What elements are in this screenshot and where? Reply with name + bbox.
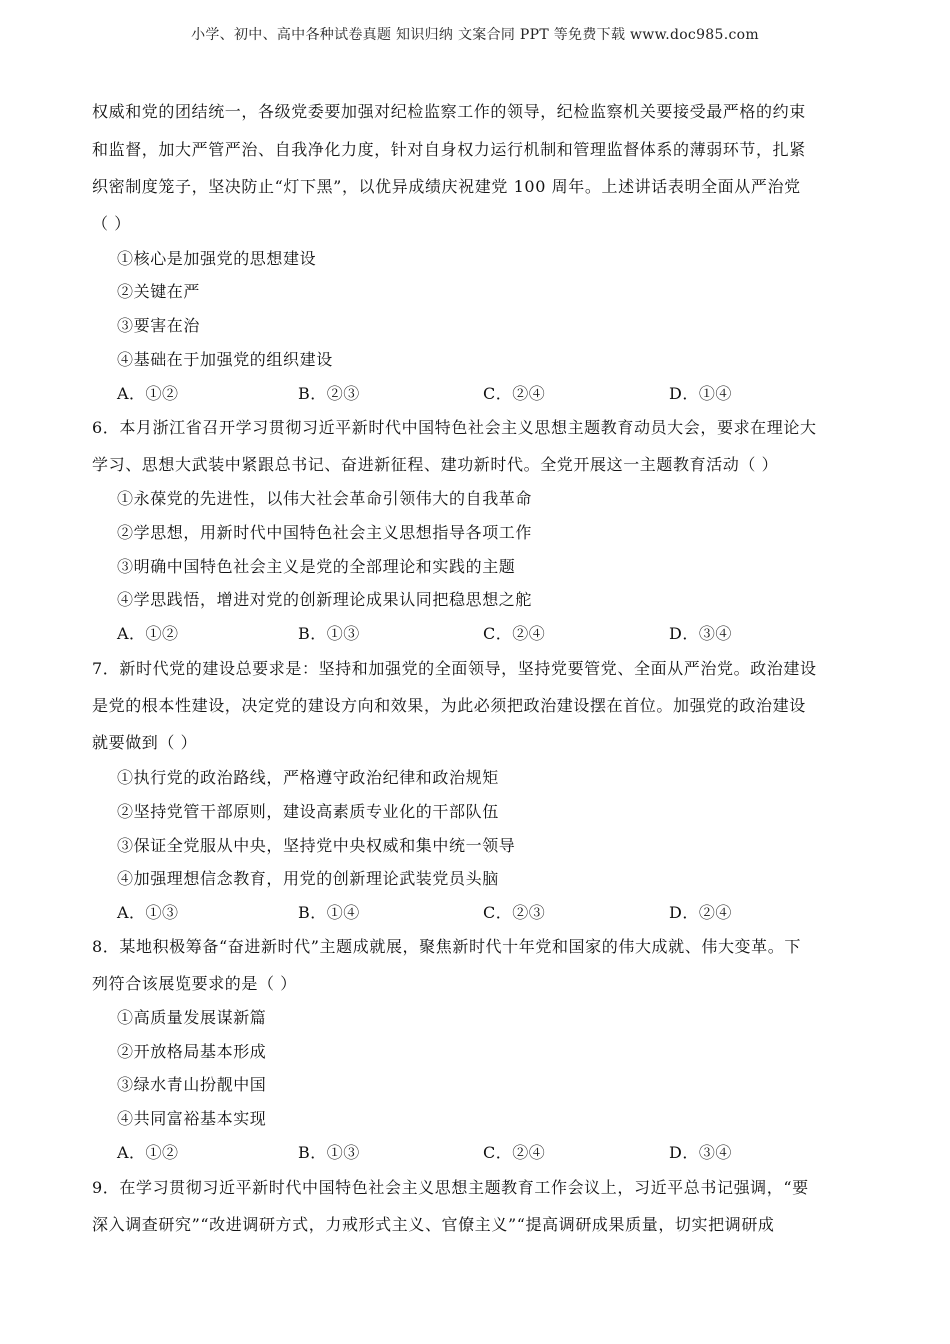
question-8-option: ②开放格局基本形成 [117,1042,267,1061]
choice-d: D．②④ [669,903,732,922]
question-6-option: ④学思践悟，增进对党的创新理论成果认同把稳思想之舵 [117,590,533,609]
choice-d: D．③④ [669,624,732,643]
question-5-text-line: 织密制度笼子，坚决防止“灯下黑”，以优异成绩庆祝建党 100 周年。上述讲话表明全面从严治党 [92,177,801,196]
choice-d: D．③④ [669,1143,732,1162]
choice-b: B．①③ [298,1143,360,1162]
question-8-choices [117,1142,857,1164]
choice-b: B．②③ [298,384,360,403]
question-7-choices [117,902,857,924]
question-8-option: ③绿水青山扮靓中国 [117,1075,267,1094]
question-7-option: ③保证全党服从中央，坚持党中央权威和集中统一领导 [117,836,516,855]
choice-d: D．①④ [669,384,732,403]
question-7-option: ④加强理想信念教育，用党的创新理论武装党员头脑 [117,869,499,888]
choice-a: A．①② [117,1143,179,1162]
choice-b: B．①④ [298,903,360,922]
question-6-option: ③明确中国特色社会主义是党的全部理论和实践的主题 [117,557,516,576]
choice-b: B．①③ [298,624,360,643]
question-8-option: ④共同富裕基本实现 [117,1109,267,1128]
choice-a: A．①② [117,384,179,403]
question-8-option: ①高质量发展谋新篇 [117,1008,267,1027]
question-7-text-line: 就要做到（ ） [92,733,198,752]
question-6-text-line: 6．本月浙江省召开学习贯彻习近平新时代中国特色社会主义思想主题教育动员大会，要求在理论大 [92,418,817,437]
choice-c: C．②④ [483,624,546,643]
question-7-text-line: 7．新时代党的建设总要求是：坚持和加强党的全面领导，坚持党要管党、全面从严治党。政治建设 [92,659,817,678]
choice-a: A．①② [117,624,179,643]
question-7-text-line: 是党的根本性建设，决定党的建设方向和效果，为此必须把政治建设摆在首位。加强党的政治建设 [92,696,806,715]
question-7-option: ①执行党的政治路线，严格遵守政治纪律和政治规矩 [117,768,499,787]
choice-c: C．②④ [483,384,546,403]
question-5-text-line: 和监督，加大严管严治、自我净化力度，针对自身权力运行机制和管理监督体系的薄弱环节，扎紧 [92,140,806,159]
question-5-option: ③要害在治 [117,316,201,335]
question-5-option: ④基础在于加强党的组织建设 [117,350,333,369]
question-5-answer-blank: （ ） [92,214,131,233]
choice-a: A．①③ [117,903,179,922]
question-7-option: ②坚持党管干部原则，建设高素质专业化的干部队伍 [117,802,499,821]
question-6-option: ②学思想，用新时代中国特色社会主义思想指导各项工作 [117,523,533,542]
question-5-choices [117,383,857,405]
page-header: 小学、初中、高中各种试卷真题 知识归纳 文案合同 PPT 等免费下载 www.doc985.com [191,27,759,43]
question-6-text-line: 学习、思想大武装中紧跟总书记、奋进新征程、建功新时代。全党开展这一主题教育活动（ ） [92,455,779,474]
question-8-text-line: 8．某地积极筹备“奋进新时代”主题成就展，聚焦新时代十年党和国家的伟大成就、伟大变革。下 [92,937,801,956]
choice-c: C．②④ [483,1143,546,1162]
question-6-choices [117,623,857,645]
question-5-option: ①核心是加强党的思想建设 [117,249,317,268]
question-9-text-line: 深入调查研究”“改进调研方式，力戒形式主义、官僚主义”“提高调研成果质量，切实把调研成 [92,1215,775,1234]
question-5-text-line: 权威和党的团结统一，各级党委要加强对纪检监察工作的领导，纪检监察机关要接受最严格的约束 [92,102,806,121]
question-5-option: ②关键在严 [117,282,201,301]
choice-c: C．②③ [483,903,546,922]
question-6-option: ①永葆党的先进性，以伟大社会革命引领伟大的自我革命 [117,489,533,508]
question-9-text-line: 9．在学习贯彻习近平新时代中国特色社会主义思想主题教育工作会议上，习近平总书记强调，“要 [92,1178,809,1197]
question-8-text-line: 列符合该展览要求的是（ ） [92,974,297,993]
